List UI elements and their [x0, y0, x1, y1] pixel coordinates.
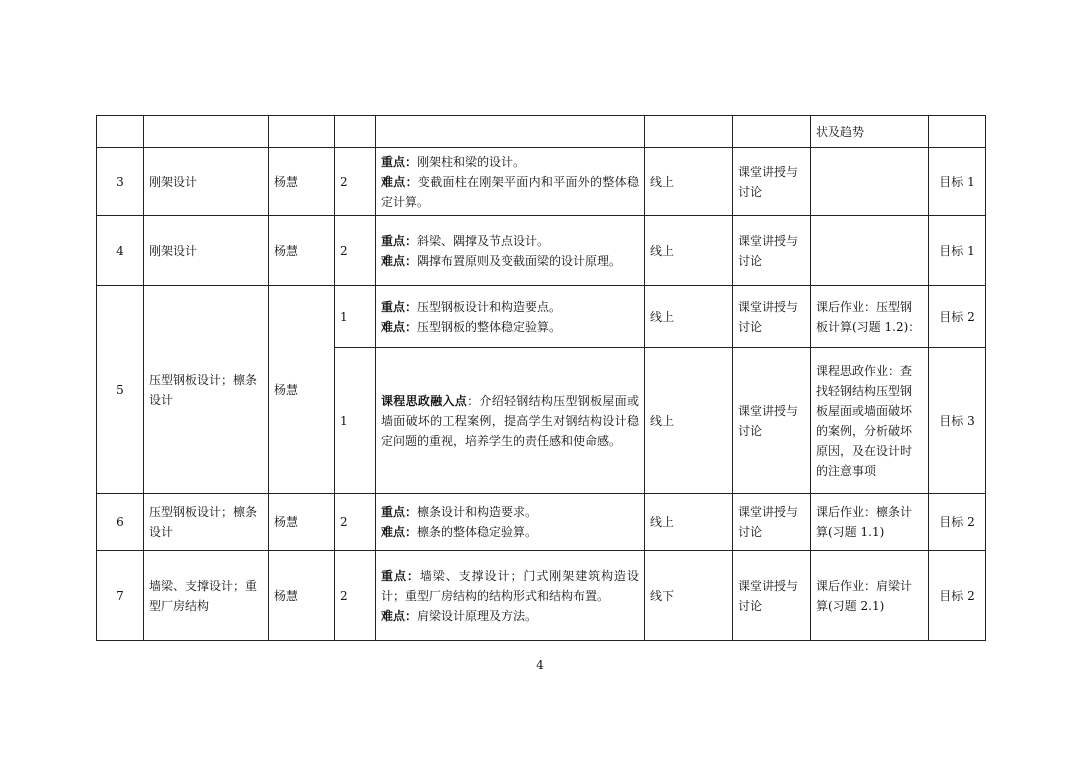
row-number: 7	[97, 551, 144, 641]
topic-cell: 刚架设计	[144, 148, 269, 216]
row-number: 4	[97, 216, 144, 286]
key-label: 重点：	[381, 568, 420, 583]
content-cell	[376, 348, 645, 494]
topic-cell: 压型钢板设计；檩条设计	[144, 494, 269, 551]
mode-cell: 线上	[645, 286, 733, 348]
difficulty-label: 难点：	[381, 525, 418, 539]
key-label: 重点：	[381, 154, 418, 169]
table-row	[97, 148, 986, 216]
method-cell: 课堂讲授与讨论	[733, 348, 811, 494]
difficulty-label: 难点：	[381, 174, 418, 189]
hours-cell: 1	[335, 348, 376, 494]
topic-cell: 压型钢板设计；檩条设计	[144, 286, 269, 494]
assignment-cell: 课程思政作业：查找轻钢结构压型钢板屋面或墙面破坏的案例，分析破坏原因，及在设计时的注意事项	[811, 348, 929, 494]
ideology-text: ：介绍轻钢结构压型钢板屋面或墙面破坏的工程案例，提高学生对钢结构设计稳定问题的重视，培养学生的责任感和使命感。	[381, 393, 639, 448]
teacher-cell: 杨慧	[269, 286, 335, 494]
key-text: 刚架柱和梁的设计。	[417, 154, 526, 169]
target-cell: 目标 2	[929, 286, 986, 348]
assessment-cell: 状及趋势	[811, 116, 929, 148]
ideology-label: 课程思政融入点	[381, 393, 468, 408]
row-number: 3	[97, 148, 144, 216]
assignment-cell: 课后作业：檩条计算(习题 1.1)	[811, 494, 929, 551]
mode-cell: 线上	[645, 148, 733, 216]
table-row	[97, 116, 986, 148]
table-row	[97, 551, 986, 641]
teacher-cell: 杨慧	[269, 216, 335, 286]
assignment-cell: 课后作业：肩梁计算(习题 2.1)	[811, 551, 929, 641]
target-cell: 目标 2	[929, 494, 986, 551]
content-cell	[376, 148, 645, 216]
mode-cell: 线上	[645, 216, 733, 286]
key-text: 檩条设计和构造要求。	[417, 505, 538, 519]
row-number: 5	[97, 286, 144, 494]
difficulty-label: 难点：	[381, 253, 418, 268]
target-cell: 目标 3	[929, 348, 986, 494]
key-label: 重点：	[381, 505, 418, 519]
hours-cell: 2	[335, 216, 376, 286]
table-cell	[376, 116, 645, 148]
difficulty-text: 隅撑布置原则及变截面梁的设计原理。	[417, 253, 622, 268]
table-row	[97, 494, 986, 551]
method-cell: 课堂讲授与讨论	[733, 148, 811, 216]
topic-cell: 墙梁、支撑设计；重型厂房结构	[144, 551, 269, 641]
table-row	[97, 286, 986, 348]
method-cell: 课堂讲授与讨论	[733, 551, 811, 641]
teacher-cell: 杨慧	[269, 551, 335, 641]
table-cell	[269, 116, 335, 148]
method-cell: 课堂讲授与讨论	[733, 286, 811, 348]
difficulty-text: 压型钢板的整体稳定验算。	[417, 319, 562, 334]
row-number: 6	[97, 494, 144, 551]
difficulty-text: 檩条的整体稳定验算。	[417, 525, 538, 539]
teacher-cell: 杨慧	[269, 148, 335, 216]
page-number: 4	[536, 658, 544, 672]
target-cell: 目标 1	[929, 148, 986, 216]
table-cell	[733, 116, 811, 148]
hours-cell: 2	[335, 494, 376, 551]
mode-cell: 线上	[645, 494, 733, 551]
table-cell	[97, 116, 144, 148]
key-text: 墙梁、支撑设计；门式刚架建筑构造设计；重型厂房结构的结构形式和结构布置。	[381, 568, 639, 603]
mode-cell: 线下	[645, 551, 733, 641]
table-row	[97, 216, 986, 286]
difficulty-text: 肩梁设计原理及方法。	[417, 608, 538, 623]
content-cell	[376, 551, 645, 641]
key-text: 斜梁、隅撑及节点设计。	[417, 233, 550, 248]
content-cell	[376, 286, 645, 348]
target-cell: 目标 2	[929, 551, 986, 641]
difficulty-text: 变截面柱在刚架平面内和平面外的整体稳定计算。	[381, 174, 639, 209]
key-text: 压型钢板设计和构造要点。	[417, 299, 562, 314]
assignment-cell	[811, 216, 929, 286]
assignment-cell: 课后作业：压型钢板计算(习题 1.2)：	[811, 286, 929, 348]
content-cell	[376, 494, 645, 551]
key-label: 重点：	[381, 233, 418, 248]
key-label: 重点：	[381, 299, 418, 314]
table-cell	[645, 116, 733, 148]
difficulty-label: 难点：	[381, 319, 418, 334]
mode-cell: 线上	[645, 348, 733, 494]
teacher-cell: 杨慧	[269, 494, 335, 551]
table-cell	[929, 116, 986, 148]
assignment-cell	[811, 148, 929, 216]
difficulty-label: 难点：	[381, 608, 418, 623]
schedule-table	[96, 115, 986, 641]
hours-cell: 2	[335, 148, 376, 216]
table-cell	[144, 116, 269, 148]
method-cell: 课堂讲授与讨论	[733, 494, 811, 551]
target-cell: 目标 1	[929, 216, 986, 286]
method-cell: 课堂讲授与讨论	[733, 216, 811, 286]
hours-cell: 1	[335, 286, 376, 348]
table-cell	[335, 116, 376, 148]
content-cell	[376, 216, 645, 286]
hours-cell: 2	[335, 551, 376, 641]
topic-cell: 刚架设计	[144, 216, 269, 286]
